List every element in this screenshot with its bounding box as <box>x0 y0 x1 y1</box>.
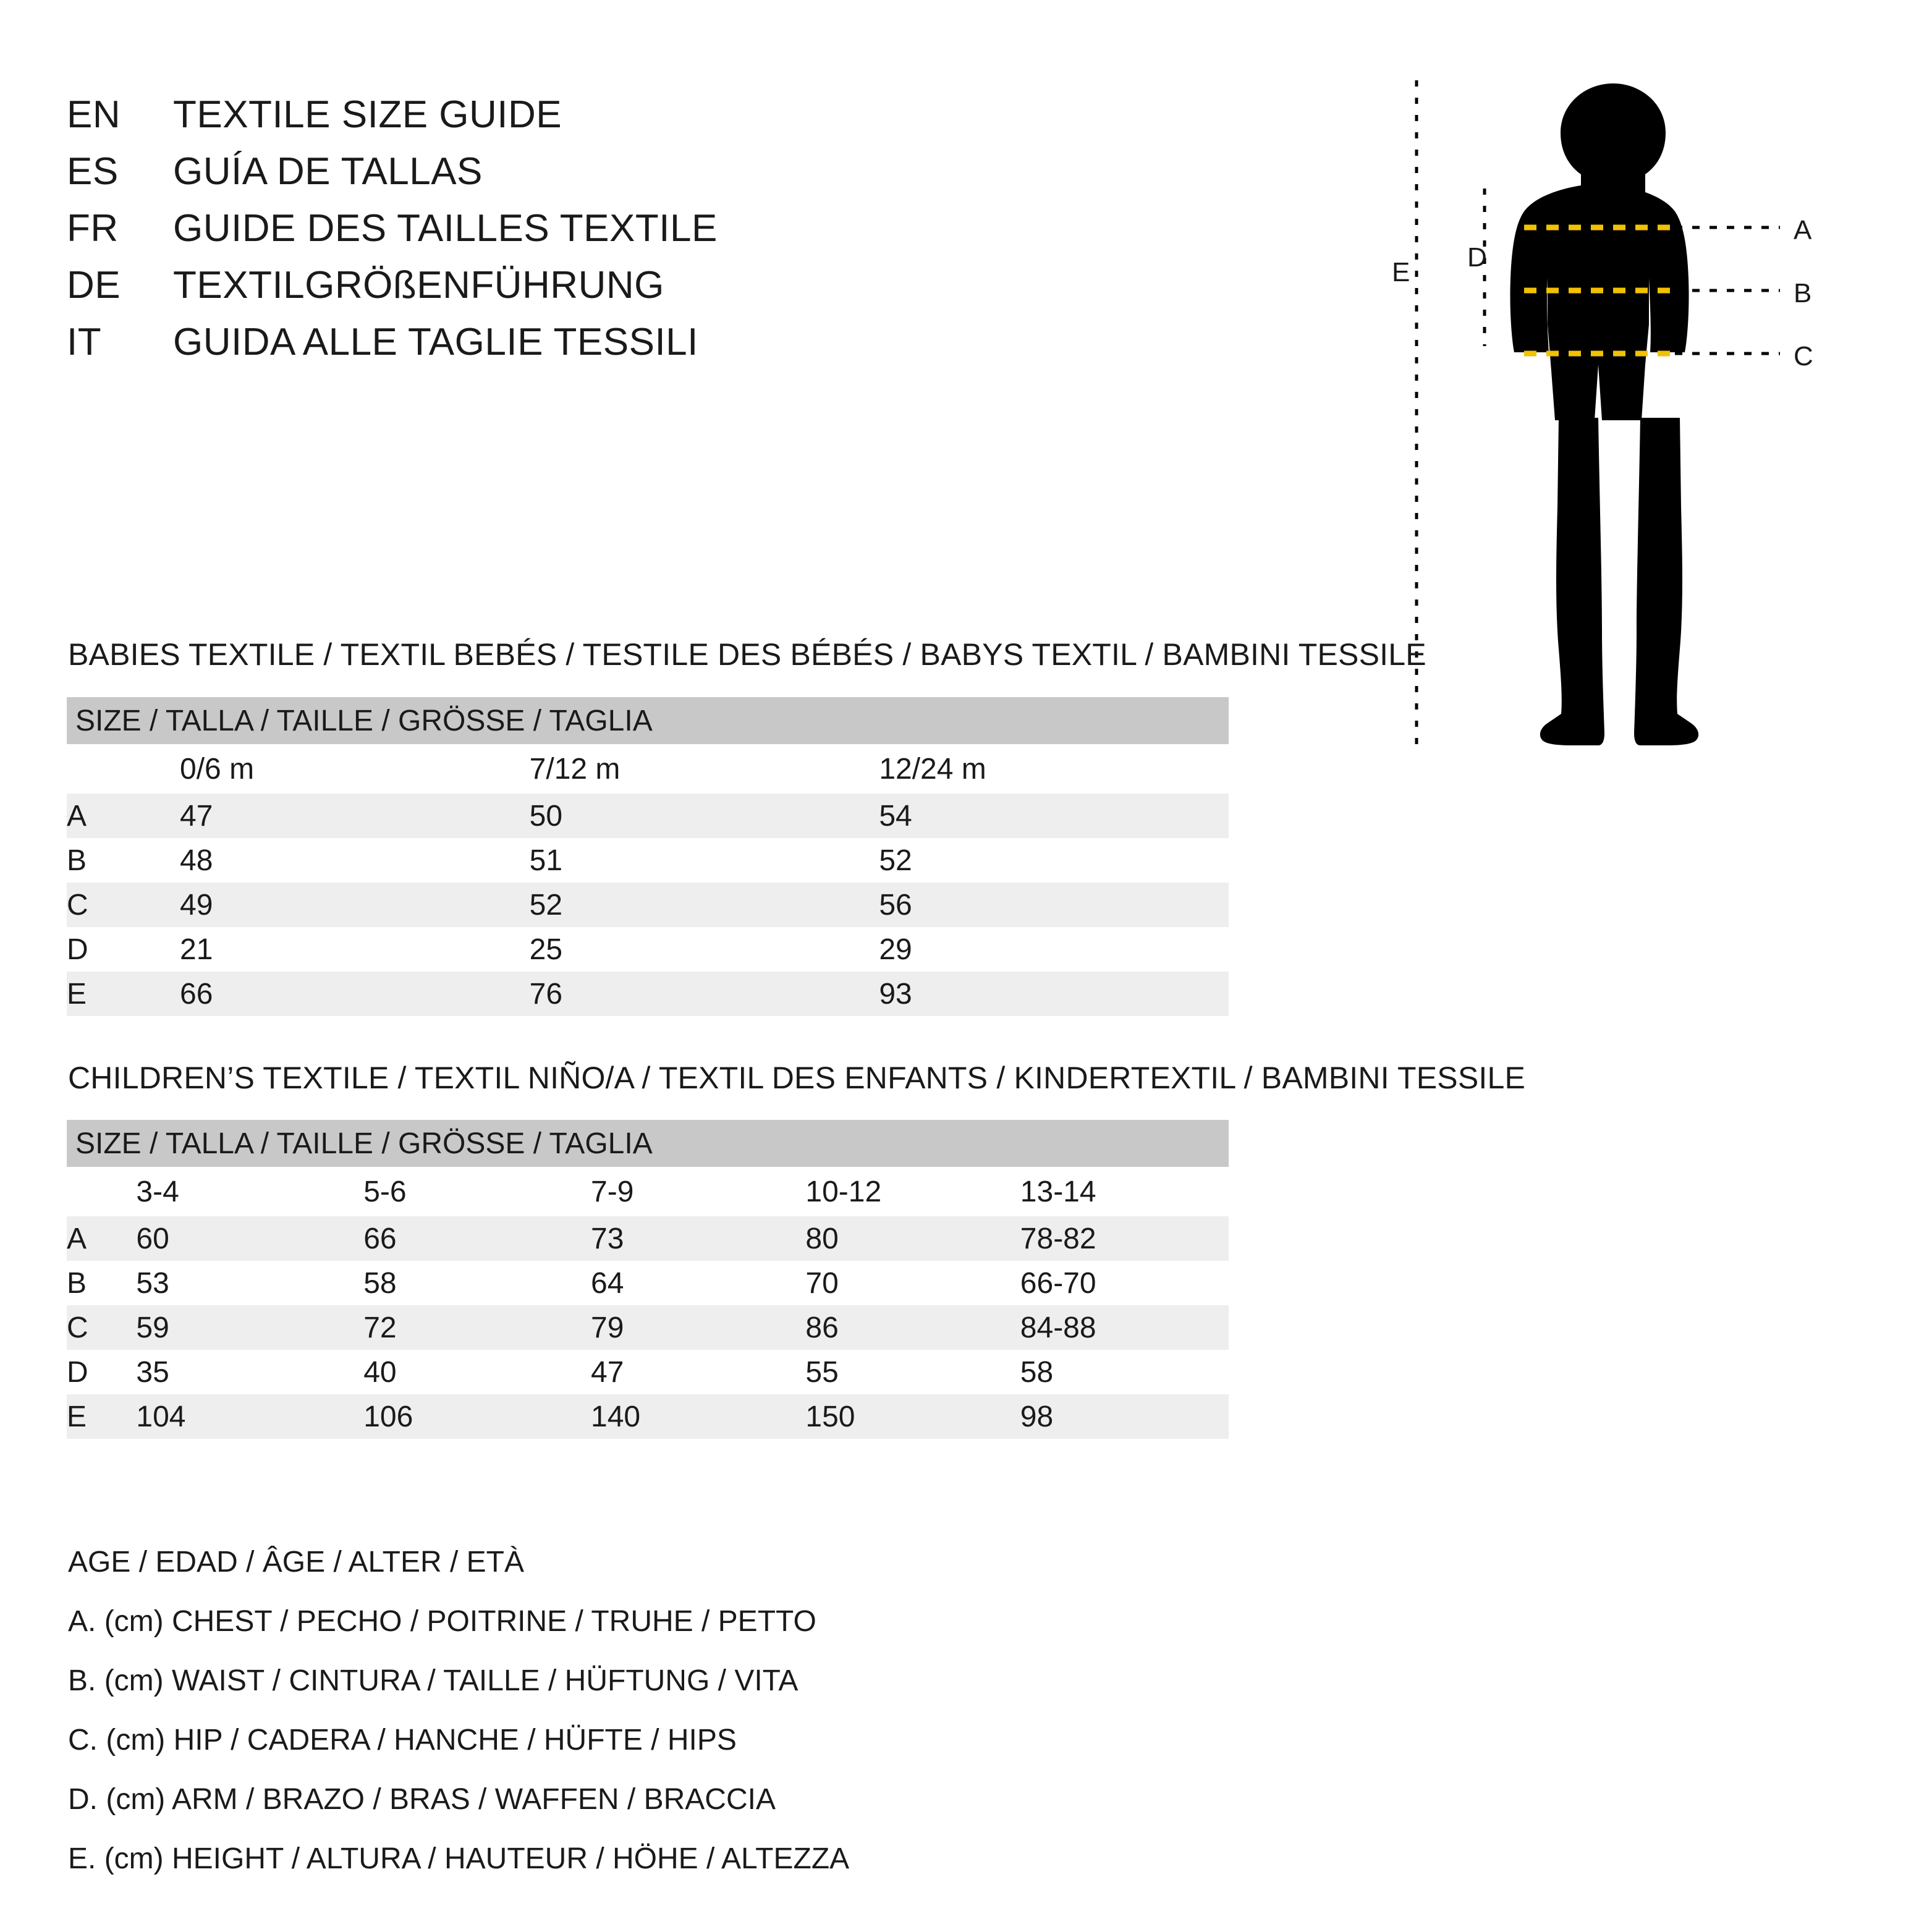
row-label: A <box>67 1216 136 1261</box>
cell-value: 47 <box>591 1350 805 1394</box>
row-label: B <box>67 1261 136 1305</box>
figure-label-e: E <box>1392 257 1410 287</box>
table-header-row <box>67 1120 1229 1167</box>
table-column-row <box>67 1167 1229 1216</box>
figure-label-d: D <box>1467 242 1487 273</box>
row-label: A <box>67 794 180 838</box>
children-section-title: CHILDREN’S TEXTILE / TEXTIL NIÑO/A / TEXTIL DES ENFANTS / KINDERTEXTIL / BAMBINI TESSILE <box>68 1061 1526 1095</box>
cell-value: 60 <box>136 1216 363 1261</box>
table-header-row <box>67 697 1229 744</box>
table-row <box>67 1394 1229 1439</box>
language-label: TEXTILGRÖßENFÜHRUNG <box>173 264 664 307</box>
cell-value: 52 <box>879 838 1229 883</box>
cell-value: 48 <box>180 838 530 883</box>
table-row <box>67 838 1229 883</box>
measurement-figure <box>1392 74 1873 766</box>
figure-label-b: B <box>1794 278 1812 308</box>
cell-value: 58 <box>363 1261 591 1305</box>
cell-value: 21 <box>180 927 530 972</box>
column-header: 0/6 m <box>180 744 530 794</box>
cell-value: 66 <box>363 1216 591 1261</box>
babies-section-title: BABIES TEXTILE / TEXTIL BEBÉS / TESTILE DES BÉBÉS / BABYS TEXTIL / BAMBINI TESSILE <box>68 637 1426 672</box>
cell-value: 98 <box>1020 1394 1229 1439</box>
cell-value: 47 <box>180 794 530 838</box>
language-row <box>67 263 1056 320</box>
legend-line-waist: B. (cm) WAIST / CINTURA / TAILLE / HÜFTUNG / VITA <box>68 1664 799 1697</box>
legend-line-hip: C. (cm) HIP / CADERA / HANCHE / HÜFTE / HIPS <box>68 1724 737 1756</box>
row-label: D <box>67 1350 136 1394</box>
cell-value: 51 <box>530 838 879 883</box>
language-title-list <box>67 93 1056 377</box>
cell-value: 55 <box>805 1350 1020 1394</box>
language-code: ES <box>67 150 119 193</box>
cell-value: 56 <box>879 883 1229 927</box>
cell-value: 84-88 <box>1020 1305 1229 1350</box>
row-label: B <box>67 838 180 883</box>
cell-value: 49 <box>180 883 530 927</box>
row-label: D <box>67 927 180 972</box>
column-header: 3-4 <box>136 1167 363 1216</box>
cell-value: 66-70 <box>1020 1261 1229 1305</box>
figure-label-c: C <box>1794 341 1813 371</box>
cell-value: 66 <box>180 972 530 1016</box>
column-header: 7-9 <box>591 1167 805 1216</box>
cell-value: 76 <box>530 972 879 1016</box>
corner-cell <box>67 744 180 794</box>
language-label: TEXTILE SIZE GUIDE <box>173 93 562 136</box>
legend-line-height: E. (cm) HEIGHT / ALTURA / HAUTEUR / HÖHE / ALTEZZA <box>68 1842 850 1875</box>
column-header: 10-12 <box>805 1167 1020 1216</box>
corner-cell <box>67 1167 136 1216</box>
cell-value: 140 <box>591 1394 805 1439</box>
legend-line-age: AGE / EDAD / ÂGE / ALTER / ETÀ <box>68 1546 524 1578</box>
cell-value: 29 <box>879 927 1229 972</box>
cell-value: 70 <box>805 1261 1020 1305</box>
measurement-legend <box>68 1533 849 1889</box>
table-row <box>67 1261 1229 1305</box>
row-label: C <box>67 883 180 927</box>
cell-value: 150 <box>805 1394 1020 1439</box>
child-silhouette-icon <box>1403 74 1873 766</box>
cell-value: 104 <box>136 1394 363 1439</box>
row-label: E <box>67 1394 136 1439</box>
table-column-row <box>67 744 1229 794</box>
children-size-table <box>67 1120 1229 1439</box>
cell-value: 25 <box>530 927 879 972</box>
cell-value: 40 <box>363 1350 591 1394</box>
table-row <box>67 927 1229 972</box>
row-label: E <box>67 972 180 1016</box>
language-row <box>67 93 1056 150</box>
table-row <box>67 1305 1229 1350</box>
language-code: EN <box>67 93 121 136</box>
legend-line-chest: A. (cm) CHEST / PECHO / POITRINE / TRUHE / PETTO <box>68 1605 816 1638</box>
cell-value: 79 <box>591 1305 805 1350</box>
table-row <box>67 972 1229 1016</box>
cell-value: 86 <box>805 1305 1020 1350</box>
cell-value: 73 <box>591 1216 805 1261</box>
row-label: C <box>67 1305 136 1350</box>
cell-value: 53 <box>136 1261 363 1305</box>
cell-value: 52 <box>530 883 879 927</box>
cell-value: 78-82 <box>1020 1216 1229 1261</box>
cell-value: 93 <box>879 972 1229 1016</box>
cell-value: 80 <box>805 1216 1020 1261</box>
table-row <box>67 883 1229 927</box>
language-row <box>67 150 1056 206</box>
cell-value: 54 <box>879 794 1229 838</box>
table-row <box>67 1216 1229 1261</box>
table-row <box>67 794 1229 838</box>
column-header: 5-6 <box>363 1167 591 1216</box>
language-row <box>67 206 1056 263</box>
babies-table-header: SIZE / TALLA / TAILLE / GRÖSSE / TAGLIA <box>67 697 1229 744</box>
column-header: 12/24 m <box>879 744 1229 794</box>
cell-value: 64 <box>591 1261 805 1305</box>
cell-value: 35 <box>136 1350 363 1394</box>
language-code: IT <box>67 321 102 363</box>
language-label: GUÍA DE TALLAS <box>173 150 483 193</box>
column-header: 7/12 m <box>530 744 879 794</box>
language-label: GUIDA ALLE TAGLIE TESSILI <box>173 321 698 363</box>
legend-line-arm: D. (cm) ARM / BRAZO / BRAS / WAFFEN / BRACCIA <box>68 1783 776 1816</box>
language-row <box>67 320 1056 377</box>
language-label: GUIDE DES TAILLES TEXTILE <box>173 207 718 250</box>
cell-value: 58 <box>1020 1350 1229 1394</box>
figure-label-a: A <box>1794 215 1812 245</box>
cell-value: 72 <box>363 1305 591 1350</box>
column-header: 13-14 <box>1020 1167 1229 1216</box>
cell-value: 106 <box>363 1394 591 1439</box>
children-table-header: SIZE / TALLA / TAILLE / GRÖSSE / TAGLIA <box>67 1120 1229 1167</box>
language-code: DE <box>67 264 121 307</box>
table-row <box>67 1350 1229 1394</box>
silhouette-shape <box>1510 83 1698 745</box>
cell-value: 59 <box>136 1305 363 1350</box>
cell-value: 50 <box>530 794 879 838</box>
babies-size-table <box>67 697 1229 1016</box>
language-code: FR <box>67 207 119 250</box>
